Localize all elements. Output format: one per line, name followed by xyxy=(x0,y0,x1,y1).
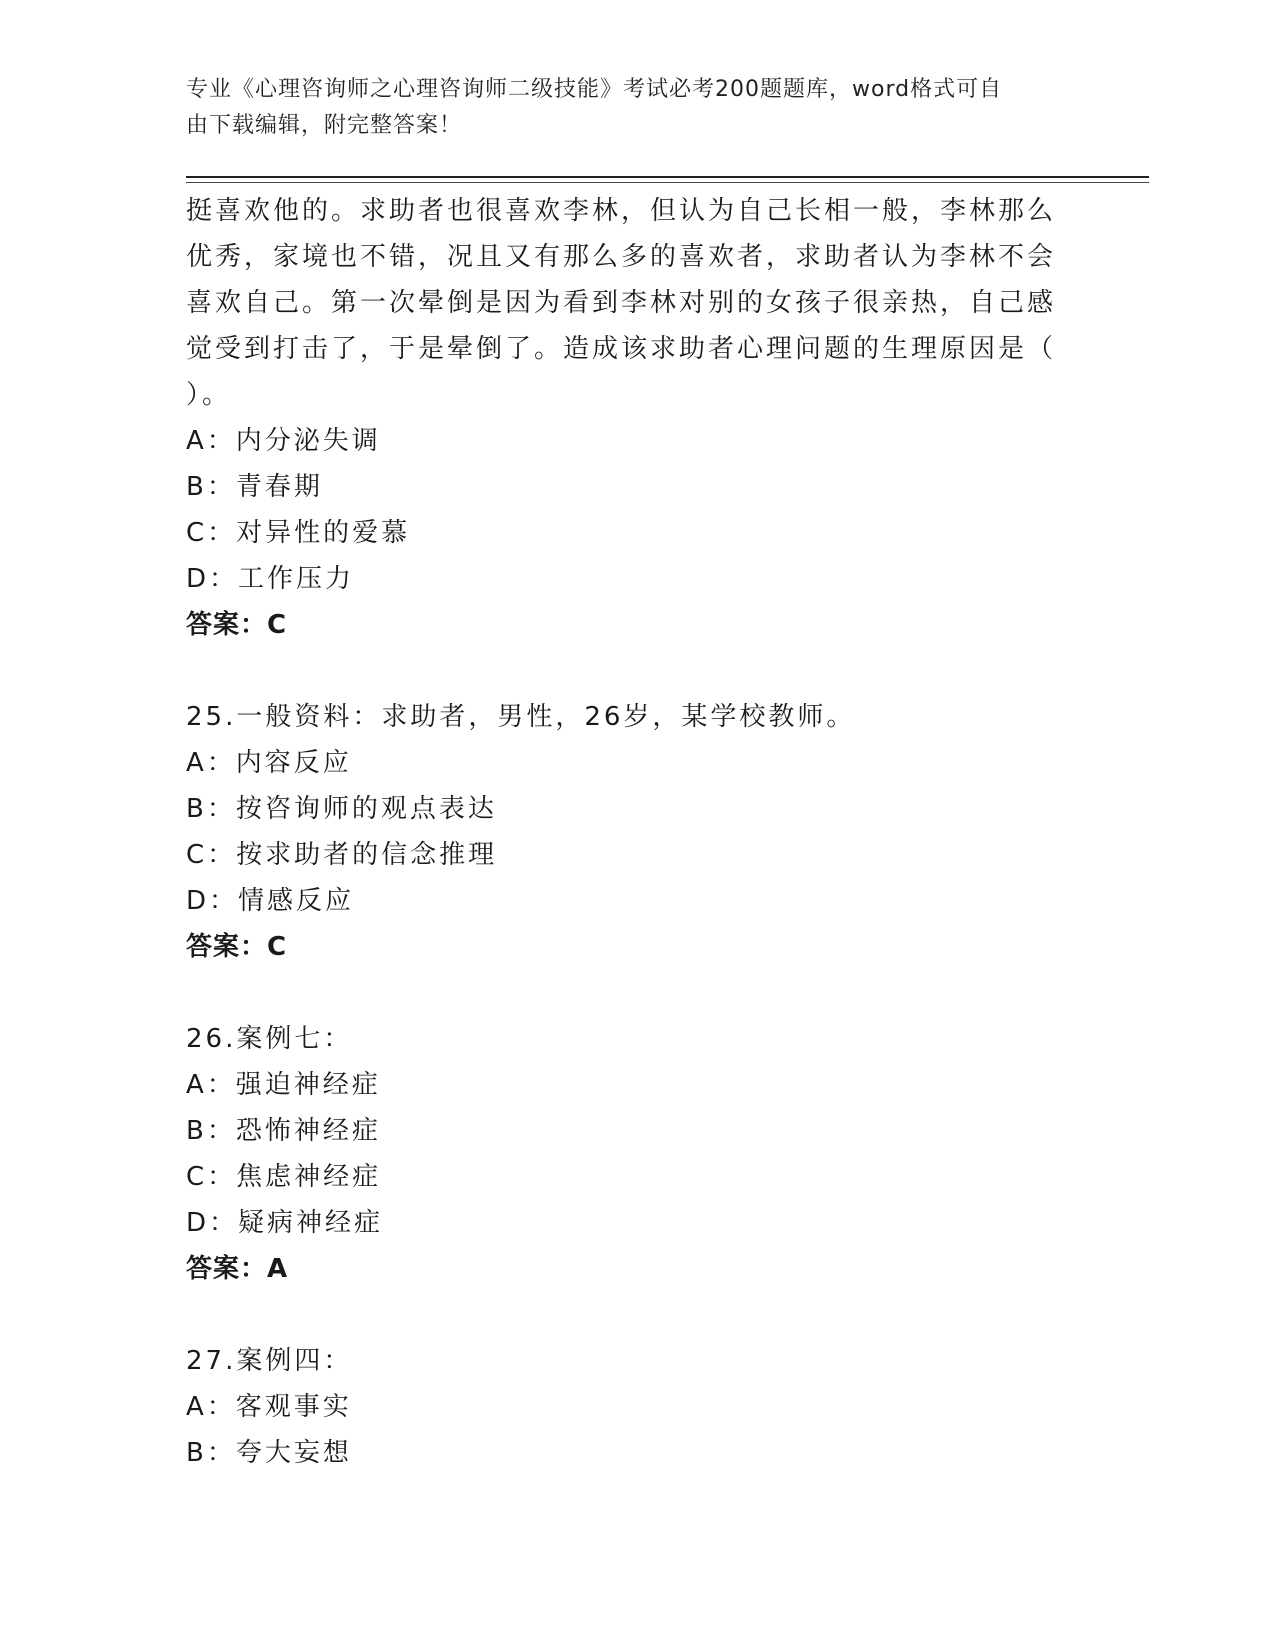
question-text-line: 喜欢自己。第一次晕倒是因为看到李林对别的女孩子很亲热，自己感 xyxy=(186,288,1057,318)
spacer xyxy=(186,648,1066,694)
document-header xyxy=(186,72,1066,144)
option-b: B：青春期 xyxy=(186,472,323,502)
option-a: A：内容反应 xyxy=(186,748,352,778)
question-stem: 25.一般资料：求助者，男性，26岁，某学校教师。 xyxy=(186,702,856,732)
question-26 xyxy=(186,1016,1066,1292)
header-line-1: 专业《心理咨询师之心理咨询师二级技能》考试必考200题题库，word格式可自 xyxy=(186,77,1003,102)
option-d: D：情感反应 xyxy=(186,886,355,916)
question-text-line: ）。 xyxy=(186,380,232,410)
option-d: D：疑病神经症 xyxy=(186,1208,384,1238)
answer-label: 答案：C xyxy=(186,610,288,640)
option-b: B：恐怖神经症 xyxy=(186,1116,381,1146)
option-c: C：对异性的爱慕 xyxy=(186,518,411,548)
document-body xyxy=(186,188,1066,1476)
option-d: D：工作压力 xyxy=(186,564,355,594)
answer-label: 答案：A xyxy=(186,1254,289,1284)
question-27 xyxy=(186,1338,1066,1476)
option-c: C：按求助者的信念推理 xyxy=(186,840,498,870)
option-c: C：焦虑神经症 xyxy=(186,1162,382,1192)
question-24-continuation xyxy=(186,188,1066,648)
question-stem: 26.案例七： xyxy=(186,1024,353,1054)
answer-label: 答案：C xyxy=(186,932,288,962)
header-rule-thick xyxy=(186,176,1149,178)
option-a: A：客观事实 xyxy=(186,1392,352,1422)
header-line-2: 由下载编辑，附完整答案！ xyxy=(186,113,463,138)
spacer xyxy=(186,970,1066,1016)
question-text-line: 觉受到打击了，于是晕倒了。造成该求助者心理问题的生理原因是（ xyxy=(186,334,1057,364)
option-b: B：按咨询师的观点表达 xyxy=(186,794,497,824)
spacer xyxy=(186,1292,1066,1338)
question-text-line: 挺喜欢他的。求助者也很喜欢李林，但认为自己长相一般，李林那么 xyxy=(186,196,1057,226)
option-a: A：内分泌失调 xyxy=(186,426,381,456)
question-text-line: 优秀，家境也不错，况且又有那么多的喜欢者，求助者认为李林不会 xyxy=(186,242,1057,272)
question-stem: 27.案例四： xyxy=(186,1346,353,1376)
header-rule-thin xyxy=(186,182,1149,183)
option-b: B：夸大妄想 xyxy=(186,1438,352,1468)
question-25 xyxy=(186,694,1066,970)
option-a: A：强迫神经症 xyxy=(186,1070,381,1100)
